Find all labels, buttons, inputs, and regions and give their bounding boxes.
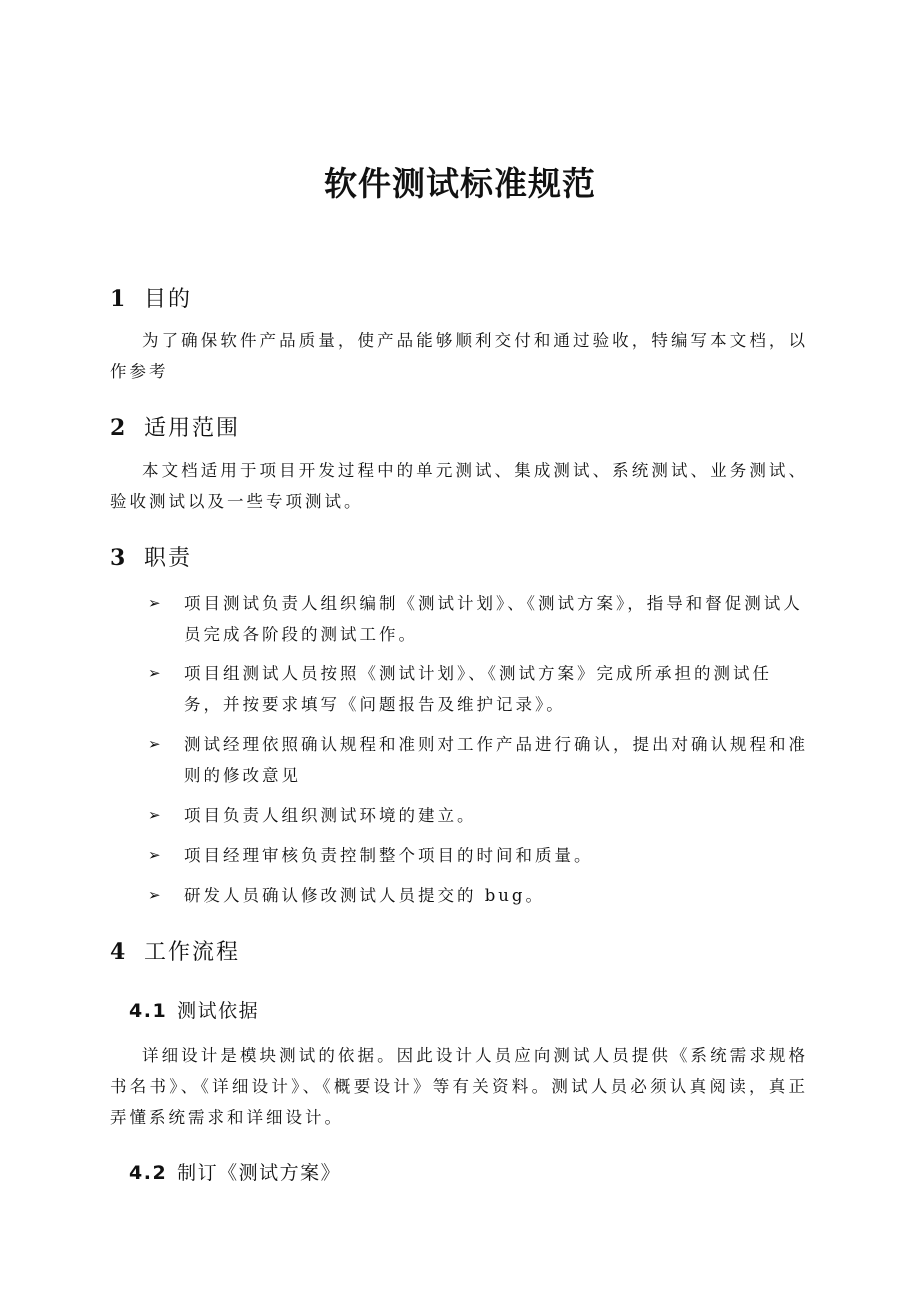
section-title: 目的 bbox=[144, 287, 193, 312]
section-2-heading bbox=[110, 411, 240, 442]
arrow-bullet-icon: ➢ bbox=[148, 664, 161, 682]
arrow-bullet-icon: ➢ bbox=[148, 806, 161, 824]
responsibility-item bbox=[148, 658, 810, 720]
section-4-heading bbox=[110, 935, 240, 966]
responsibility-item bbox=[148, 800, 810, 831]
section-1-paragraph: 为了确保软件产品质量，使产品能够顺利交付和通过验收，特编写本文档，以作参考 bbox=[110, 331, 808, 381]
responsibility-text: 项目组测试人员按照《测试计划》、《测试方案》完成所承担的测试任务，并按要求填写《问题报告及维护记录》。 bbox=[184, 664, 772, 714]
responsibility-item bbox=[148, 729, 810, 791]
responsibility-text: 项目经理审核负责控制整个项目的时间和质量。 bbox=[184, 846, 594, 865]
responsibility-item bbox=[148, 840, 810, 871]
section-title: 工作流程 bbox=[144, 940, 241, 965]
responsibility-text: 项目负责人组织测试环境的建立。 bbox=[184, 806, 477, 825]
responsibility-item bbox=[148, 880, 810, 911]
subsection-4-2-heading bbox=[129, 1158, 341, 1185]
arrow-bullet-icon: ➢ bbox=[148, 594, 161, 612]
section-1-heading bbox=[110, 282, 192, 313]
section-number: 2 bbox=[110, 415, 128, 441]
document-title: 软件测试标准规范 bbox=[324, 164, 596, 203]
section-number: 4 bbox=[110, 939, 128, 965]
responsibility-text: 研发人员确认修改测试人员提交的 bug。 bbox=[184, 886, 545, 905]
subsection-4-1-paragraph: 详细设计是模块测试的依据。因此设计人员应向测试人员提供《系统需求规格书名书》、《详细设计》、《概要设计》等有关资料。测试人员必须认真阅读，真正弄懂系统需求和详细设计。 bbox=[110, 1046, 808, 1127]
section-title: 适用范围 bbox=[144, 416, 241, 441]
subsection-number: 4.2 bbox=[129, 1162, 168, 1184]
section-title: 职责 bbox=[144, 546, 193, 571]
arrow-bullet-icon: ➢ bbox=[148, 886, 161, 904]
subsection-number: 4.1 bbox=[129, 1000, 168, 1022]
subsection-title: 制订《测试方案》 bbox=[177, 1162, 342, 1184]
section-number: 1 bbox=[110, 286, 128, 312]
section-3-heading bbox=[110, 541, 192, 572]
subsection-4-1-heading bbox=[129, 996, 259, 1023]
subsection-title: 测试依据 bbox=[177, 1000, 260, 1022]
section-number: 3 bbox=[110, 545, 128, 571]
section-2-paragraph: 本文档适用于项目开发过程中的单元测试、集成测试、系统测试、业务测试、验收测试以及一些专项测试。 bbox=[110, 461, 808, 511]
responsibility-text: 项目测试负责人组织编制《测试计划》、《测试方案》，指导和督促测试人员完成各阶段的测试工作。 bbox=[184, 594, 803, 644]
arrow-bullet-icon: ➢ bbox=[148, 735, 161, 753]
responsibility-text: 测试经理依照确认规程和准则对工作产品进行确认，提出对确认规程和准则的修改意见 bbox=[184, 735, 808, 785]
responsibility-item bbox=[148, 588, 810, 650]
arrow-bullet-icon: ➢ bbox=[148, 846, 161, 864]
